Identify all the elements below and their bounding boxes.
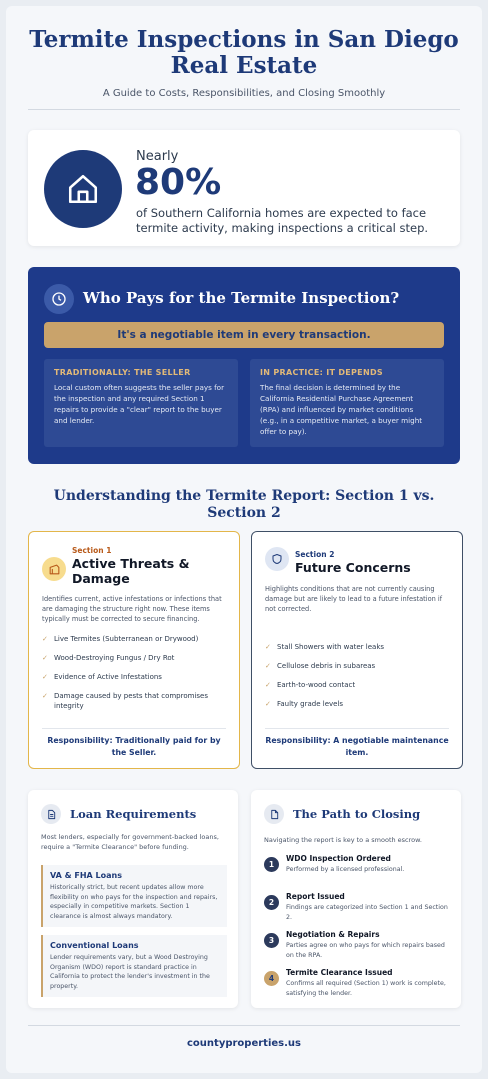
step-text: Performed by a licensed professional. [286, 866, 405, 873]
list-item: ✓ Evidence of Active Infestations [42, 673, 162, 681]
step-title: Report Issued [286, 892, 345, 901]
step-text: Confirms all required (Section 1) work is complete, satisfying the lender. [286, 980, 446, 997]
conventional-box [41, 935, 227, 997]
footer-site-link[interactable]: countyproperties.us [187, 1038, 301, 1049]
file-icon [264, 804, 284, 824]
va-fha-box [41, 865, 227, 927]
who-pays-panel [28, 267, 460, 464]
practice-heading: IN PRACTICE: IT DEPENDS [260, 368, 383, 377]
section2-responsibility: Responsibility: A negotiable maintenance item. [265, 736, 449, 757]
loan-card [28, 790, 238, 1008]
divider [265, 728, 449, 729]
check-icon: ✓ [265, 662, 271, 670]
practice-box [250, 359, 444, 447]
check-icon: ✓ [42, 673, 48, 681]
list-item: ✓ Stall Showers with water leaks [265, 643, 385, 651]
stat-prefix: Nearly [136, 149, 179, 164]
conventional-text: Lender requirements vary, but a Wood Destroying Organism (WDO) report is standard practice in California to protect the lender's investment in the property. [50, 954, 210, 990]
house-icon [44, 150, 122, 228]
page-subtitle: A Guide to Costs, Responsibilities, and Closing Smoothly [102, 88, 386, 99]
conventional-heading: Conventional Loans [50, 941, 139, 950]
va-fha-heading: VA & FHA Loans [50, 871, 122, 880]
check-icon: ✓ [265, 681, 271, 689]
closing-step [264, 854, 454, 890]
check-icon: ✓ [42, 635, 48, 643]
closing-card [251, 790, 461, 1008]
section1-heading: Active Threats & Damage [72, 556, 190, 586]
section2-list [265, 642, 451, 718]
closing-description: Navigating the report is key to a smooth escrow. [264, 836, 422, 844]
step-text: Parties agree on who pays for which repairs based on the RPA. [286, 942, 445, 959]
list-item: ✓ Earth-to-wood contact [265, 681, 356, 689]
check-icon: ✓ [265, 700, 271, 708]
section1-tag: Section 1 [72, 546, 112, 555]
section1-responsibility: Responsibility: Traditionally paid for by the Seller. [47, 736, 221, 757]
footer-divider [28, 1025, 460, 1026]
shield-icon [265, 547, 289, 571]
header-divider [28, 109, 460, 110]
step-text: Findings are categorized into Section 1 and Section 2. [286, 904, 448, 921]
practice-text: The final decision is determined by the California Residential Purchase Agreement (RPA) and influenced by market conditions (e.g., in a competitive market, a buyer might offer to pay). [260, 383, 423, 436]
step-number: 1 [264, 857, 279, 872]
document-icon [41, 804, 61, 824]
step-title: WDO Inspection Ordered [286, 854, 391, 863]
infographic-page [6, 6, 482, 1073]
step-number: 3 [264, 933, 279, 948]
section2-description: Highlights conditions that are not currently causing damage but are likely to lead to a future infestation if not corrected. [265, 585, 443, 613]
closing-step [264, 930, 454, 966]
section2-heading: Future Concerns [295, 560, 411, 575]
step-number: 4 [264, 971, 279, 986]
step-title: Negotiation & Repairs [286, 930, 380, 939]
check-icon: ✓ [42, 654, 48, 662]
list-item: ✓ Faulty grade levels [265, 700, 344, 708]
step-title: Termite Clearance Issued [286, 968, 393, 977]
page-title: Termite Inspections in San Diego Real Estate [29, 26, 459, 79]
section1-list [42, 634, 228, 720]
traditional-heading: TRADITIONALLY: THE SELLER [54, 368, 191, 377]
list-item: ✓ Damage caused by pests that compromises integrity [42, 692, 208, 710]
closing-steps [264, 852, 454, 1004]
check-icon: ✓ [265, 643, 271, 651]
loan-description: Most lenders, especially for government-backed loans, require a "Termite Clearance" before funding. [41, 833, 219, 851]
section1-card [28, 531, 240, 769]
traditional-box [44, 359, 238, 447]
closing-step [264, 892, 454, 928]
stat-description: of Southern California homes are expected to face termite activity, making inspections a critical step. [136, 206, 429, 235]
section2-card [251, 531, 463, 769]
negotiable-banner: It's a negotiable item in every transaction. [44, 322, 444, 348]
list-item: ✓ Live Termites (Subterranean or Drywood) [42, 635, 199, 643]
stat-card [28, 130, 460, 246]
report-section-title: Understanding the Termite Report: Section 1 vs. Section 2 [53, 488, 435, 521]
who-pays-title: Who Pays for the Termite Inspection? [83, 289, 400, 307]
traditional-text: Local custom often suggests the seller pays for the inspection and any required Section 1 repairs to provide a "clear" report to the buyer and lender. [54, 383, 225, 425]
section2-tag: Section 2 [295, 550, 335, 559]
list-item: ✓ Cellulose debris in subareas [265, 662, 376, 670]
closing-title: The Path to Closing [293, 807, 421, 821]
clock-icon [44, 284, 74, 314]
va-fha-text: Historically strict, but recent updates allow more flexibility on who pays for the inspection and repairs, especially in competitive markets. Section 1 clearance is almost always mandatory. [50, 884, 218, 920]
list-item: ✓ Wood-Destroying Fungus / Dry Rot [42, 654, 175, 662]
closing-step [264, 968, 454, 1004]
stat-value: 80% [135, 162, 222, 203]
section1-description: Identifies current, active infestations or infections that are damaging the structure right now. These items typically must be corrected to secure financing. [42, 595, 222, 623]
loan-title: Loan Requirements [70, 807, 197, 821]
wood-icon [42, 557, 66, 581]
step-number: 2 [264, 895, 279, 910]
divider [42, 728, 226, 729]
check-icon: ✓ [42, 692, 48, 700]
